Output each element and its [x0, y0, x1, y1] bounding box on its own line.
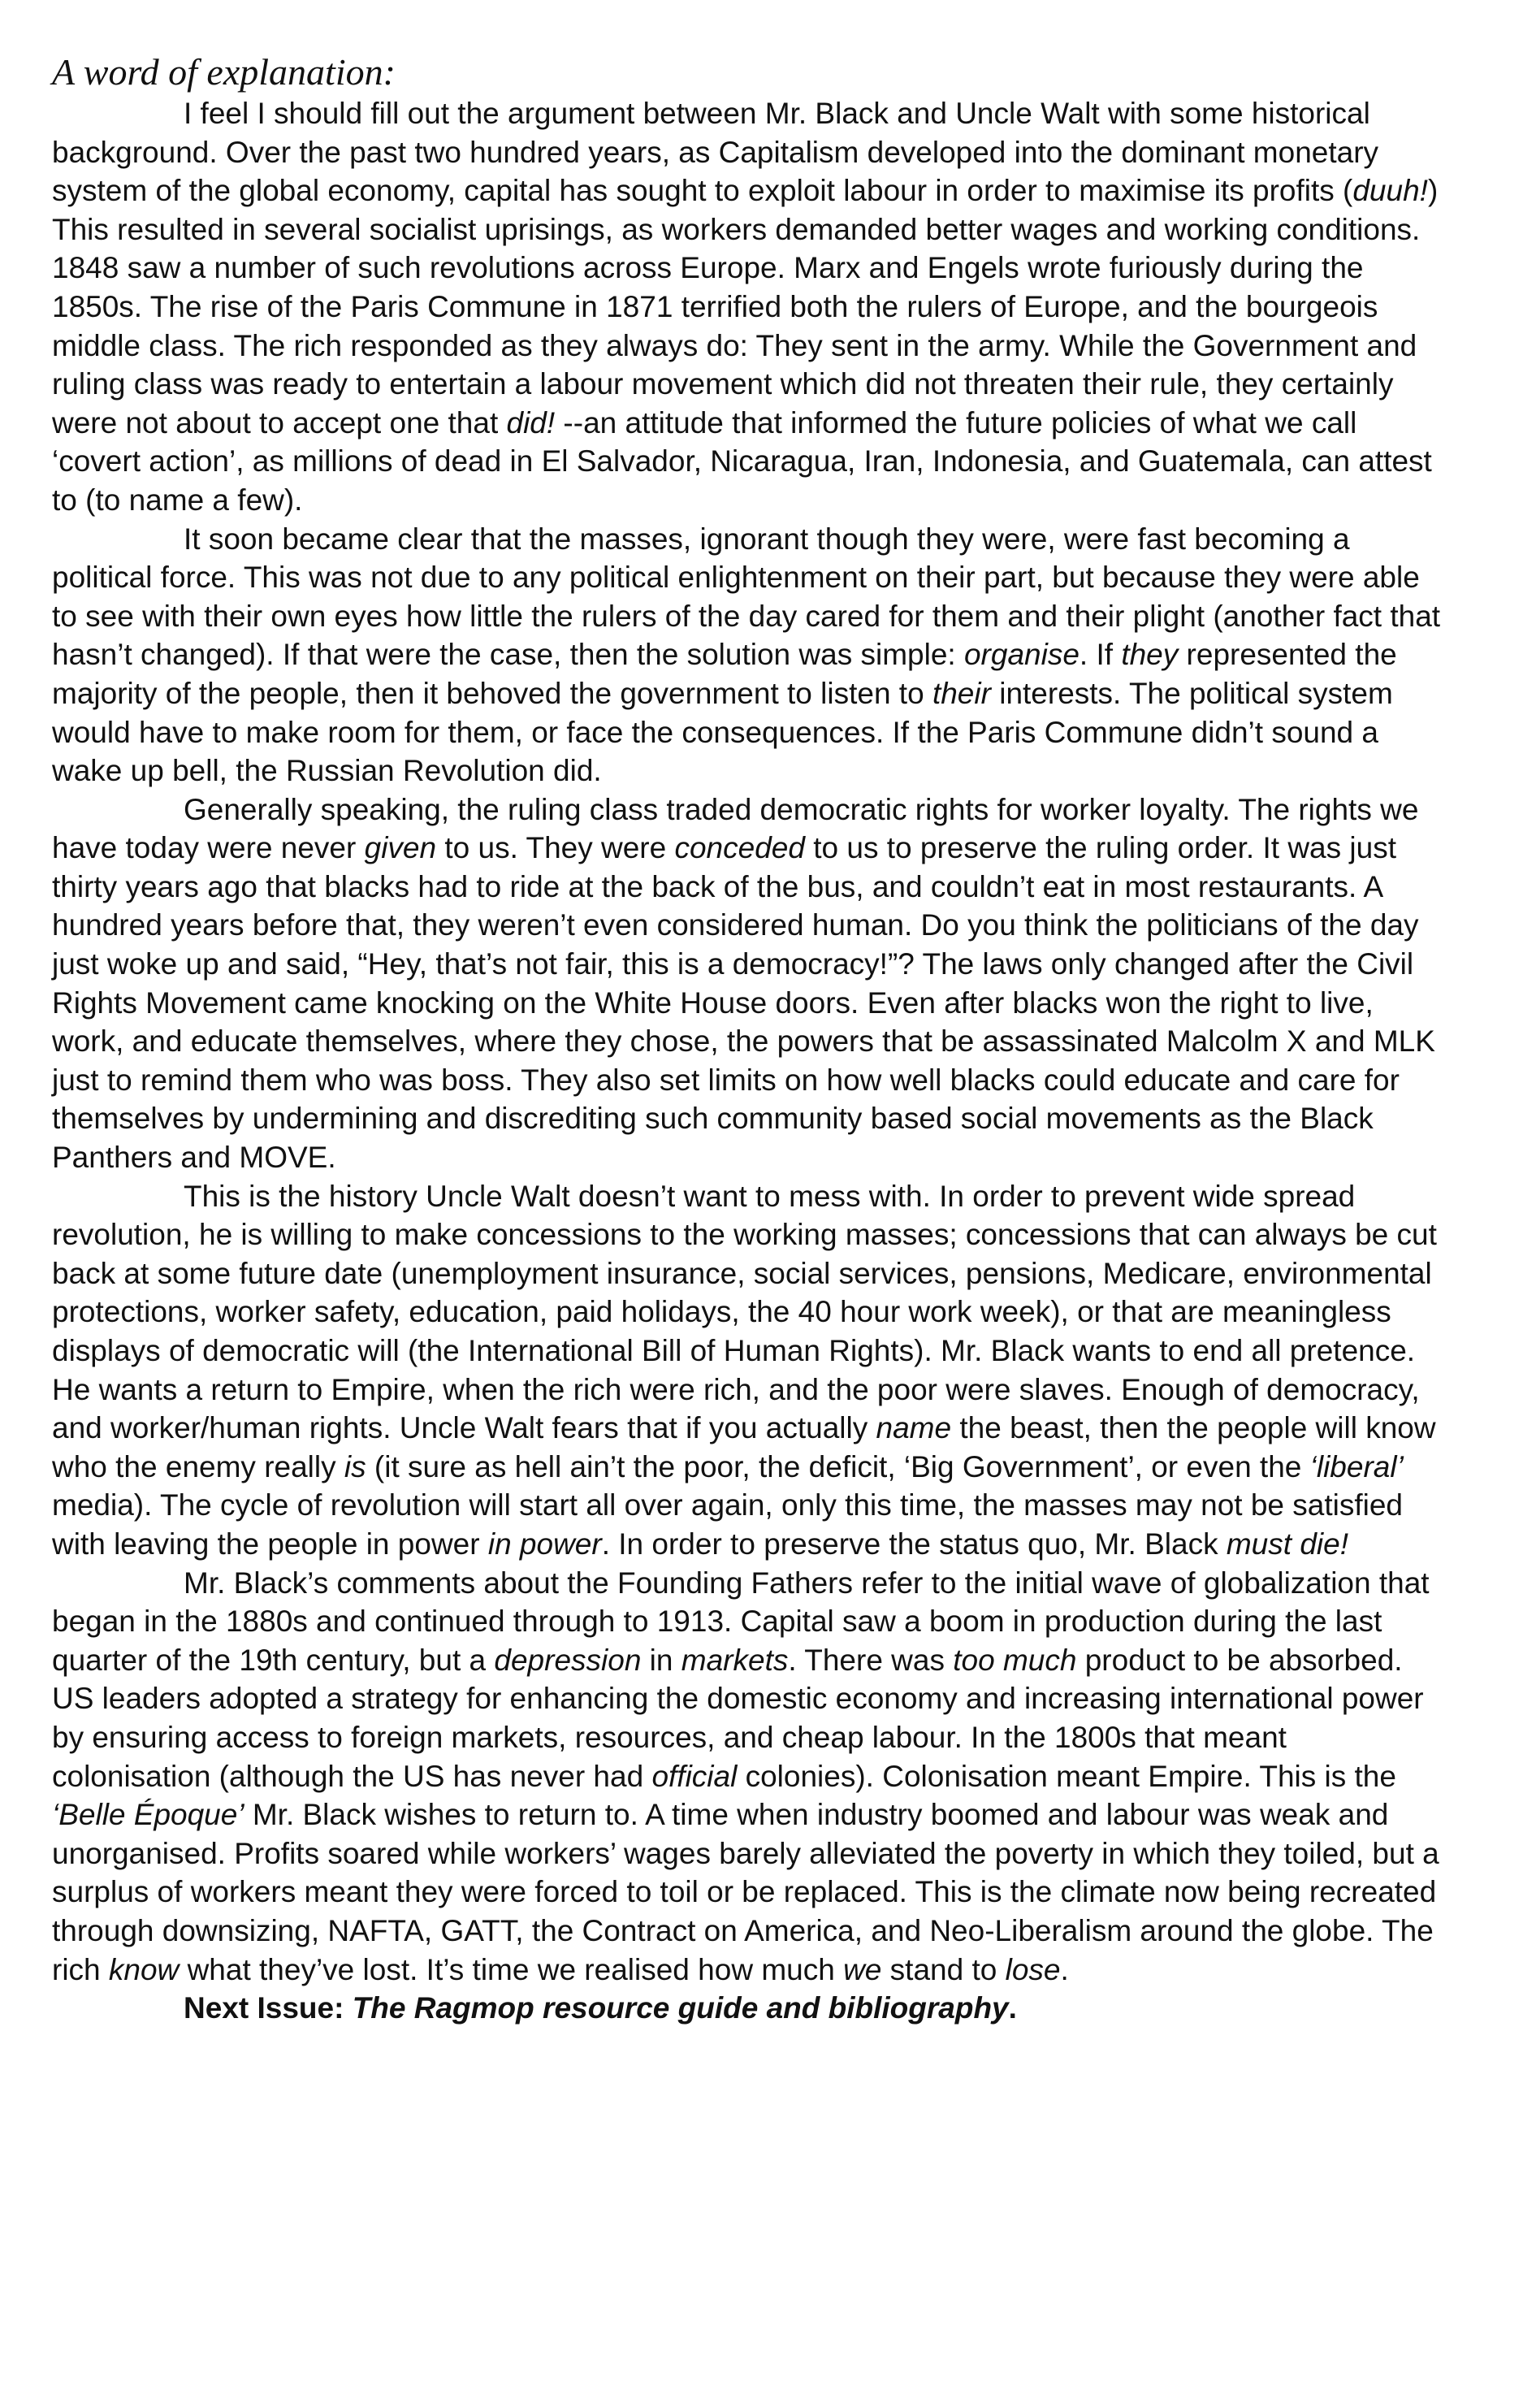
- italic-text: they: [1121, 638, 1179, 672]
- text-run: Mr. Black wishes to return to. A time when industry boomed and labour was weak and unorganised. Profits soared while workers’ wages barely alleviated the poverty in which they toiled, but a surplus of workers meant they were forced to toil or be replaced. This is the climate now being recreated through downsizing, NAFTA, GATT, the Contract on America, and Neo-Liberalism around the globe. The rich: [52, 1798, 1439, 1986]
- italic-text: name: [876, 1411, 952, 1445]
- text-run: the beast, then the people will know who the enemy really: [52, 1411, 1436, 1483]
- italic-text: duuh!: [1352, 174, 1428, 208]
- italic-text: their: [932, 676, 991, 710]
- text-run: --an attitude that informed the future policies of what we call ‘covert action’, as millions of dead in El Salvador, Nicaragua, Iran, Indonesia, and Guatemala, can attest to (to name a few).: [52, 405, 1432, 517]
- text-run: Generally speaking, the ruling class traded democratic rights for worker loyalty. The rights we have today were never: [52, 792, 1419, 865]
- italic-text: in power: [487, 1527, 602, 1561]
- document-page: [52, 52, 1445, 2028]
- text-run: interests. The political system would have to make room for them, or face the consequences. If the Paris Commune didn’t sound a wake up bell, the Russian Revolution did.: [52, 676, 1393, 788]
- italic-text: is: [344, 1449, 366, 1483]
- text-run: . If: [1079, 638, 1122, 672]
- text-run: to us. They were: [436, 831, 675, 865]
- paragraph: [52, 790, 1445, 1177]
- italic-text: official: [651, 1759, 738, 1793]
- text-run: I feel I should fill out the argument between Mr. Black and Uncle Walt with some historical background. Over the past two hundred years, as Capitalism developed into the dominant monetary system of the global economy, capital has sought to exploit labour in order to maximise its profits (: [52, 97, 1379, 208]
- italic-text: lose: [1005, 1952, 1061, 1986]
- text-run: .: [1060, 1952, 1069, 1986]
- italic-text: know: [108, 1952, 180, 1986]
- text-run: . There was: [788, 1643, 954, 1677]
- text-run: stand to: [881, 1952, 1006, 1986]
- text-run: It soon became clear that the masses, ignorant though they were, were fast becoming a political force. This was not due to any political enlightenment on their part, but because they were able to see with their own eyes how little the rulers of the day cared for them and their plight (another fact that hasn’t changed). If that were the case, then the solution was simple:: [52, 522, 1441, 672]
- italic-text: depression: [494, 1643, 642, 1677]
- italic-text: ‘liberal’: [1309, 1449, 1404, 1483]
- italic-text: ‘Belle Époque’: [52, 1798, 244, 1832]
- italic-text: too much: [953, 1643, 1077, 1677]
- paragraph: [52, 1564, 1445, 1990]
- paragraph: [52, 94, 1445, 520]
- text-run: . In order to preserve the status quo, Mr. Black: [601, 1527, 1227, 1561]
- italic-text: markets: [681, 1643, 789, 1677]
- text-run: product to be absorbed. US leaders adopted a strategy for enhancing the domestic economy and increasing international power by ensuring access to foreign markets, resources, and cheap labour. In the 1800s that meant colonisation (although the US has never had: [52, 1643, 1424, 1793]
- text-run: ) This resulted in several socialist uprisings, as workers demanded better wages and working conditions. 1848 saw a number of such revolutions across Europe. Marx and Engels wrote furiously during the 1850s. The rise of the Paris Commune in 1871 terrified both the rulers of Europe, and the bourgeois middle class. The rich responded as they always do: They sent in the army. While the Government and ruling class was ready to entertain a labour movement which did not threaten their rule, they certainly were not about to accept one that: [52, 174, 1439, 440]
- italic-text: conceded: [674, 831, 805, 865]
- paragraph: [52, 520, 1445, 790]
- italic-text: we: [843, 1952, 882, 1986]
- text-run: to us to preserve the ruling order. It was just thirty years ago that blacks had to ride at the back of the bus, and couldn’t eat in most restaurants. A hundred years before that, they weren’t even considered human. Do you think the politicians of the day just woke up and said, “Hey, that’s not fair, this is a democracy!”? The laws only changed after the Civil Rights Movement came knocking on the White House doors. Even after blacks won the right to live, work, and educate themselves, where they chose, the powers that be assassinated Malcolm X and MLK just to remind them who was boss. They also set limits on how well blacks could educate and care for themselves by undermining and discrediting such community based social movements as the Black Panthers and MOVE.: [52, 831, 1435, 1175]
- text-run: represented the majority of the people, then it behoved the government to listen to: [52, 638, 1397, 710]
- text-run: media). The cycle of revolution will start all over again, only this time, the masses may not be satisfied with leaving the people in power: [52, 1488, 1403, 1561]
- text-run: colonies). Colonisation meant Empire. This is the: [737, 1759, 1396, 1793]
- text-run: Mr. Black’s comments about the Founding Fathers refer to the initial wave of globalization that began in the 1880s and continued through to 1913. Capital saw a boom in production during the last quarter of the 19th century, but a: [52, 1566, 1430, 1677]
- paragraph: [52, 1177, 1445, 1564]
- text-run: (it sure as hell ain’t the poor, the deficit, ‘Big Government’, or even the: [366, 1449, 1310, 1483]
- italic-text: organise: [963, 638, 1080, 672]
- section-heading: A word of explanation:: [52, 51, 396, 93]
- italic-text: did!: [506, 405, 556, 440]
- next-issue-line: Next Issue: The Ragmop resource guide and bibliography.: [184, 1991, 1017, 2025]
- text-run: what they’ve lost. It’s time we realised how much: [179, 1952, 844, 1986]
- italic-text: given: [364, 831, 437, 865]
- text-run: This is the history Uncle Walt doesn’t want to mess with. In order to prevent wide spread revolution, he is willing to make concessions to the working masses; concessions that can always be cut back at some future date (unemployment insurance, social services, pensions, Medicare, environmental protections, worker safety, education, paid holidays, the 40 hour work week), or that are meaningless displays of democratic will (the International Bill of Human Rights). Mr. Black wants to end all pretence. He wants a return to Empire, when the rich were rich, and the poor were slaves. Enough of democracy, and worker/human rights. Uncle Walt fears that if you actually: [52, 1179, 1437, 1445]
- italic-text: must die!: [1226, 1527, 1348, 1561]
- body-text: [52, 94, 1445, 1989]
- text-run: in: [641, 1643, 681, 1677]
- next-issue-title: The Ragmop resource guide and bibliography: [352, 1991, 1009, 2025]
- next-issue-label: Next Issue: [184, 1991, 335, 2025]
